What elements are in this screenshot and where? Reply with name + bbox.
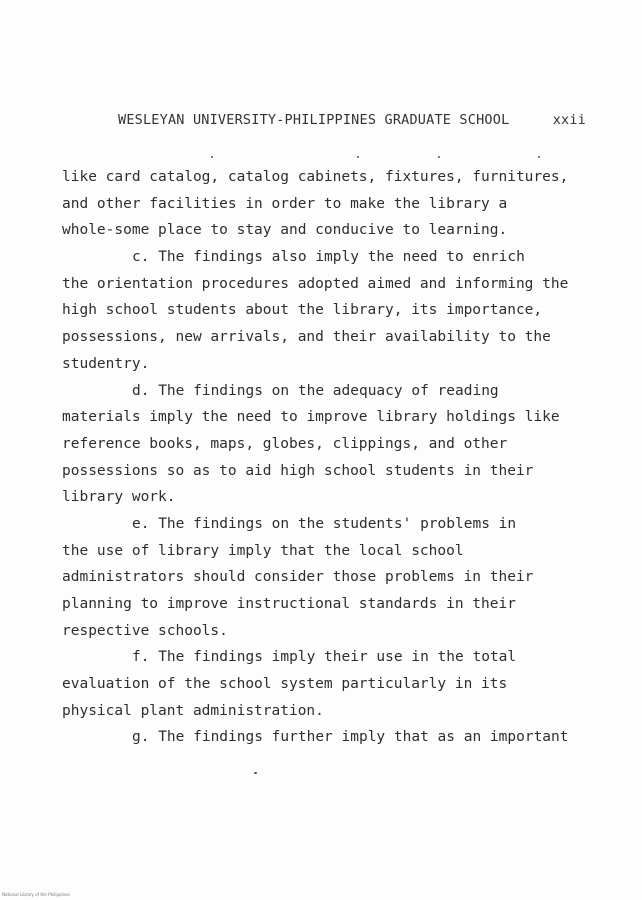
- text-line: the use of library imply that the local school: [62, 542, 464, 559]
- text-line: the orientation procedures adopted aimed and informing the: [62, 275, 569, 292]
- scan-speck: [538, 156, 540, 158]
- text-line: and other facilities in order to make the library a: [62, 195, 508, 212]
- text-line: physical plant administration.: [62, 702, 324, 719]
- text-line: studentry.: [62, 355, 150, 372]
- text-line: planning to improve instructional standards in their: [62, 596, 516, 612]
- page-number: xxii: [552, 112, 586, 128]
- text-line: high school students about the library, its importance,: [62, 302, 543, 319]
- scan-speck: [357, 156, 359, 158]
- text-line: administrators should consider those problems in their: [62, 569, 534, 586]
- paragraph-d-start: d. The findings on the adequacy of reading: [132, 382, 499, 399]
- text-line: evaluation of the school system particularly in its: [62, 676, 508, 693]
- text-line: library work.: [62, 489, 176, 506]
- scan-speck: [438, 156, 440, 158]
- text-line: respective schools.: [62, 622, 228, 639]
- paragraph-c-start: c. The findings also imply the need to enrich: [132, 249, 525, 266]
- text-line: whole-some place to stay and conducive to learning.: [62, 222, 508, 239]
- text-line: materials imply the need to improve library holdings like: [62, 409, 560, 426]
- paragraph-e-start: e. The findings on the students' problems in: [132, 515, 517, 532]
- text-line: possessions, new arrivals, and their availability to the: [62, 329, 551, 346]
- scan-speck: [211, 156, 213, 158]
- text-line: reference books, maps, globes, clippings, and other: [62, 435, 508, 452]
- header-title: WESLEYAN UNIVERSITY-PHILIPPINES GRADUATE SCHOOL: [118, 112, 510, 128]
- paragraph-g-start: g. The findings further imply that as an important: [132, 729, 569, 746]
- scan-speck: [254, 772, 257, 774]
- text-line: like card catalog, catalog cabinets, fixtures, furnitures,: [62, 169, 569, 185]
- footer-credit: National Library of the Philippines: [2, 892, 70, 897]
- paragraph-f-start: f. The findings imply their use in the total: [132, 649, 517, 666]
- running-header: [118, 112, 588, 128]
- text-line: possessions so as to aid high school students in their: [62, 462, 534, 479]
- body-text: [62, 164, 582, 751]
